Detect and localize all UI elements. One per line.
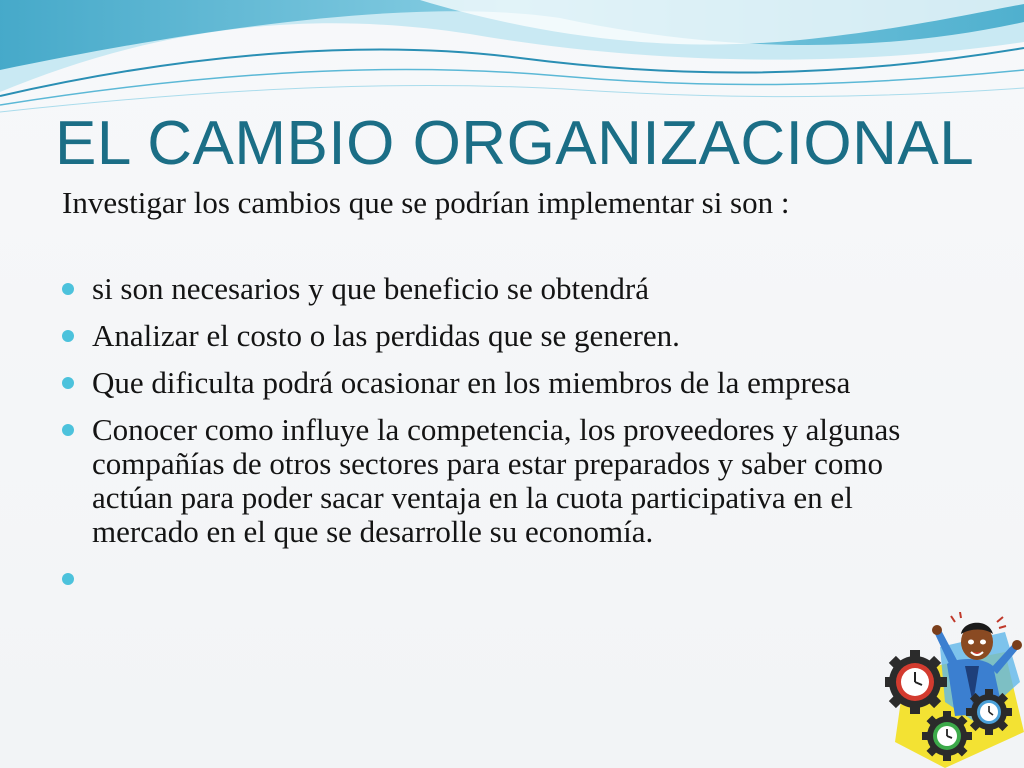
header-wave-decoration bbox=[0, 0, 1024, 125]
bullet-dot-icon bbox=[62, 330, 74, 342]
bullet-text: si son necesarios y que beneficio se obtendrá bbox=[92, 271, 649, 306]
bullet-text: Analizar el costo o las perdidas que se generen. bbox=[92, 318, 680, 353]
bullet-item bbox=[62, 562, 962, 596]
bullet-dot-icon bbox=[62, 424, 74, 436]
bullet-item bbox=[62, 366, 962, 400]
bullet-item bbox=[62, 272, 962, 306]
bullet-dot-icon bbox=[62, 377, 74, 389]
bullet-dot-icon bbox=[62, 573, 74, 585]
bullet-item bbox=[62, 413, 962, 549]
bullet-list bbox=[62, 272, 962, 609]
slide-title: EL CAMBIO ORGANIZACIONAL bbox=[55, 109, 975, 178]
bullet-text: Que dificulta podrá ocasionar en los miembros de la empresa bbox=[92, 365, 851, 400]
intro-text: Investigar los cambios que se podrían implementar si son : bbox=[62, 185, 790, 220]
bullet-text: Conocer como influye la competencia, los proveedores y algunas compañías de otros sectores para estar preparados y saber como actúan para poder sacar ventaja en la cuota participativa en el mercado en el que se desarrolle su economía. bbox=[92, 412, 901, 549]
bullet-item bbox=[62, 319, 962, 353]
businessman-with-clock-gears-clipart bbox=[885, 612, 1024, 768]
bullet-dot-icon bbox=[62, 283, 74, 295]
